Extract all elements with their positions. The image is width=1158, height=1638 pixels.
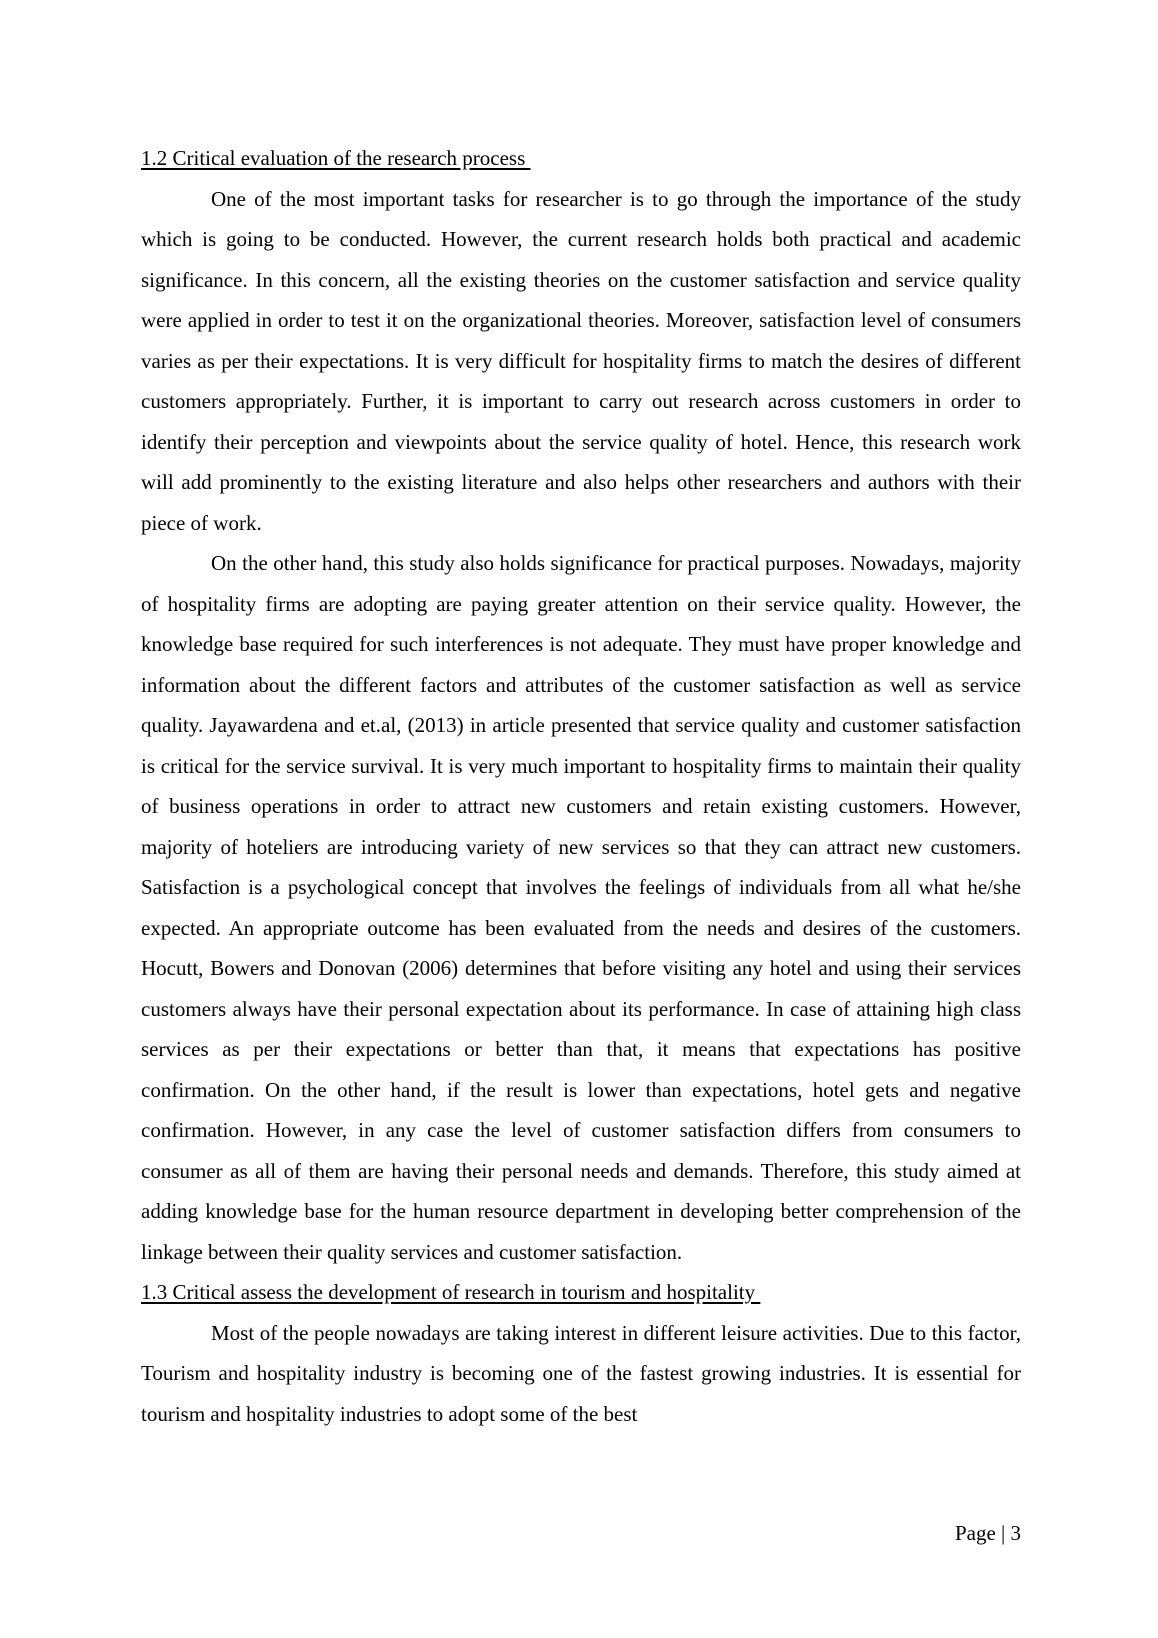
page-number: Page | 3	[954, 1521, 1021, 1545]
document-page	[141, 138, 1021, 1434]
section-heading-1-2: 1.2 Critical evaluation of the research process	[141, 146, 531, 170]
paragraph: Most of the people nowadays are taking interest in different leisure activities. Due to this factor, Tourism and hospitality industry is becoming one of the fastest growing industries. It is essential for tourism and hospitality industries to adopt some of the best	[141, 1320, 1021, 1426]
section-heading-1-3: 1.3 Critical assess the development of research in tourism and hospitality	[141, 1280, 761, 1304]
paragraph: On the other hand, this study also holds significance for practical purposes. Nowadays, majority of hospitality firms are adopting are paying greater attention on their service quality. However, the knowledge base required for such interferences is not adequate. They must have proper knowledge and information about the different factors and attributes of the customer satisfaction as well as service quality. Jayawardena and et.al, (2013) in article presented that service quality and customer satisfaction is critical for the service survival. It is very much important to hospitality firms to maintain their quality of business operations in order to attract new customers and retain existing customers. However, majority of hoteliers are introducing variety of new services so that they can attract new customers. Satisfaction is a psychological concept that involves the feelings of individuals from all what he/she expected. An appropriate outcome has been evaluated from the needs and desires of the customers. Hocutt, Bowers and Donovan (2006) determines that before visiting any hotel and using their services customers always have their personal expectation about its performance. In case of attaining high class services as per their expectations or better than that, it means that expectations has positive confirmation. On the other hand, if the result is lower than expectations, hotel gets and negative confirmation. However, in any case the level of customer satisfaction differs from consumers to consumer as all of them are having their personal needs and demands. Therefore, this study aimed at adding knowledge base for the human resource department in developing better comprehension of the linkage between their quality services and customer satisfaction.	[141, 551, 1021, 1264]
paragraph: One of the most important tasks for researcher is to go through the importance of the study which is going to be conducted. However, the current research holds both practical and academic significance. In this concern, all the existing theories on the customer satisfaction and service quality were applied in order to test it on the organizational theories. Moreover, satisfaction level of consumers varies as per their expectations. It is very difficult for hospitality firms to match the desires of different customers appropriately. Further, it is important to carry out research across customers in order to identify their perception and viewpoints about the service quality of hotel. Hence, this research work will add prominently to the existing literature and also helps other researchers and authors with their piece of work.	[141, 186, 1021, 535]
